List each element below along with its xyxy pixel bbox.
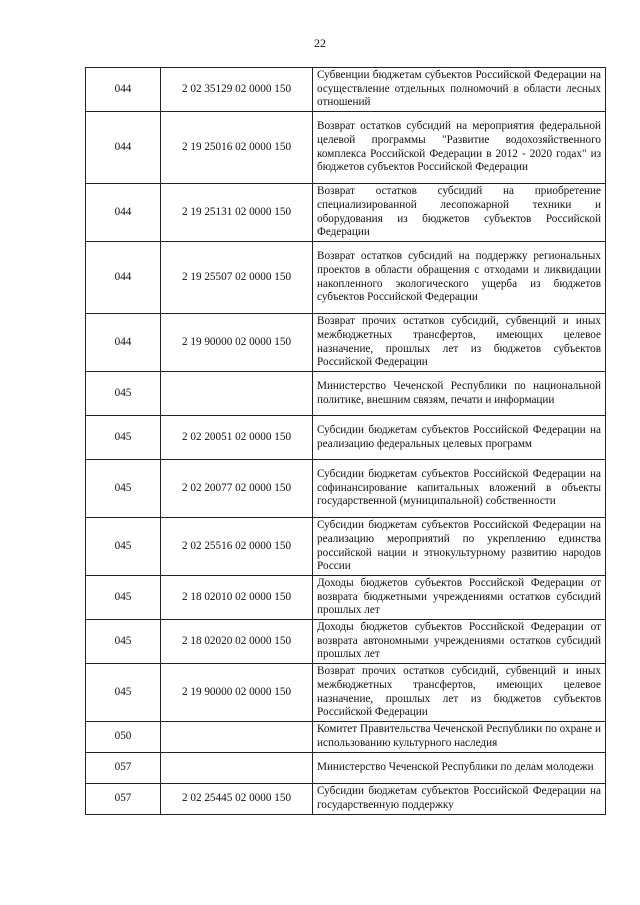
table-row bbox=[86, 416, 606, 460]
table-row bbox=[86, 664, 606, 722]
revenue-name-cell: Министерство Чеченской Республики по делам молодежи bbox=[313, 753, 606, 784]
revenue-name-cell: Субсидии бюджетам субъектов Российской Федерации на реализацию федеральных целевых программ bbox=[313, 416, 606, 460]
admin-code-cell: 045 bbox=[86, 620, 161, 664]
revenue-code-cell: 2 02 25445 02 0000 150 bbox=[161, 784, 313, 815]
revenue-name-cell: Возврат остатков субсидий на поддержку региональных проектов в области обращения с отходами и ликвидации накопленного экологического ущерба из бюджетов субъектов Российской Федерации bbox=[313, 242, 606, 314]
admin-code-cell: 045 bbox=[86, 460, 161, 518]
admin-code-cell: 045 bbox=[86, 664, 161, 722]
revenue-name-cell: Возврат остатков субсидий на приобретение специализированной лесопожарной техники и оборудования из бюджетов субъектов Российской Федерации bbox=[313, 184, 606, 242]
table-row bbox=[86, 372, 606, 416]
revenue-name-cell: Доходы бюджетов субъектов Российской Федерации от возврата бюджетными учреждениями остатков субсидий прошлых лет bbox=[313, 576, 606, 620]
admin-code-cell: 044 bbox=[86, 112, 161, 184]
revenue-code-cell: 2 02 20051 02 0000 150 bbox=[161, 416, 313, 460]
revenue-code-cell bbox=[161, 753, 313, 784]
budget-classification-table bbox=[85, 67, 606, 815]
revenue-name-cell: Комитет Правительства Чеченской Республики по охране и использованию культурного наследия bbox=[313, 722, 606, 753]
table-row bbox=[86, 576, 606, 620]
revenue-code-cell: 2 02 20077 02 0000 150 bbox=[161, 460, 313, 518]
table-row bbox=[86, 314, 606, 372]
admin-code-cell: 044 bbox=[86, 314, 161, 372]
revenue-code-cell: 2 19 25016 02 0000 150 bbox=[161, 112, 313, 184]
revenue-name-cell: Министерство Чеченской Республики по национальной политике, внешним связям, печати и информации bbox=[313, 372, 606, 416]
admin-code-cell: 045 bbox=[86, 518, 161, 576]
admin-code-cell: 057 bbox=[86, 753, 161, 784]
table-row bbox=[86, 242, 606, 314]
table-row bbox=[86, 620, 606, 664]
admin-code-cell: 045 bbox=[86, 372, 161, 416]
revenue-code-cell bbox=[161, 372, 313, 416]
table-row bbox=[86, 722, 606, 753]
admin-code-cell: 045 bbox=[86, 576, 161, 620]
revenue-code-cell: 2 19 90000 02 0000 150 bbox=[161, 664, 313, 722]
revenue-name-cell: Доходы бюджетов субъектов Российской Федерации от возврата автономными учреждениями остатков субсидий прошлых лет bbox=[313, 620, 606, 664]
admin-code-cell: 044 bbox=[86, 68, 161, 112]
table-row bbox=[86, 784, 606, 815]
table-row bbox=[86, 112, 606, 184]
revenue-name-cell: Субсидии бюджетам субъектов Российской Федерации на софинансирование капитальных вложений в объекты государственной (муниципальной) собственности bbox=[313, 460, 606, 518]
revenue-name-cell: Возврат прочих остатков субсидий, субвенций и иных межбюджетных трансфертов, имеющих целевое назначение, прошлых лет из бюджетов субъектов Российской Федерации bbox=[313, 314, 606, 372]
revenue-code-cell: 2 18 02010 02 0000 150 bbox=[161, 576, 313, 620]
table-row bbox=[86, 753, 606, 784]
revenue-code-cell: 2 19 25131 02 0000 150 bbox=[161, 184, 313, 242]
revenue-name-cell: Субвенции бюджетам субъектов Российской Федерации на осуществление отдельных полномочий в области лесных отношений bbox=[313, 68, 606, 112]
revenue-code-cell: 2 19 25507 02 0000 150 bbox=[161, 242, 313, 314]
admin-code-cell: 045 bbox=[86, 416, 161, 460]
revenue-code-cell: 2 02 35129 02 0000 150 bbox=[161, 68, 313, 112]
revenue-code-cell: 2 02 25516 02 0000 150 bbox=[161, 518, 313, 576]
revenue-name-cell: Субсидии бюджетам субъектов Российской Федерации на реализацию мероприятий по укреплению единства российской нации и этнокультурному развитию народов России bbox=[313, 518, 606, 576]
table-row bbox=[86, 184, 606, 242]
admin-code-cell: 057 bbox=[86, 784, 161, 815]
admin-code-cell: 044 bbox=[86, 242, 161, 314]
table-row bbox=[86, 68, 606, 112]
revenue-code-cell: 2 18 02020 02 0000 150 bbox=[161, 620, 313, 664]
revenue-name-cell: Возврат остатков субсидий на мероприятия федеральной целевой программы "Развитие водохозяйственного комплекса Российской Федерации в 2012 - 2020 годах" из бюджетов субъектов Российской Федерации bbox=[313, 112, 606, 184]
table-row bbox=[86, 518, 606, 576]
admin-code-cell: 050 bbox=[86, 722, 161, 753]
revenue-name-cell: Возврат прочих остатков субсидий, субвенций и иных межбюджетных трансфертов, имеющих целевое назначение, прошлых лет из бюджетов субъектов Российской Федерации bbox=[313, 664, 606, 722]
revenue-name-cell: Субсидии бюджетам субъектов Российской Федерации на государственную поддержку bbox=[313, 784, 606, 815]
revenue-code-cell bbox=[161, 722, 313, 753]
page-number: 22 bbox=[314, 36, 326, 50]
admin-code-cell: 044 bbox=[86, 184, 161, 242]
revenue-code-cell: 2 19 90000 02 0000 150 bbox=[161, 314, 313, 372]
table-row bbox=[86, 460, 606, 518]
